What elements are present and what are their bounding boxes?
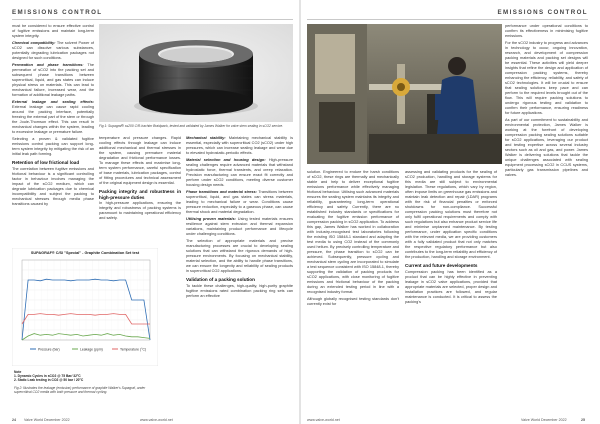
lab-image: [307, 24, 502, 164]
subheading: Validation of a packing solution: [186, 277, 255, 282]
paragraph: must be considered to ensure effective control of fugitive emissions and maintain long-term system integrity.: [12, 24, 94, 38]
packing-ring-photo: [99, 24, 293, 122]
paragraph-lead: Chemical compatibility:: [12, 41, 56, 45]
legend-label: Temperature (°C): [120, 347, 147, 352]
legend-label: Pressure (bar): [38, 347, 60, 352]
packing-ring-image: [99, 24, 293, 122]
paragraph-body: High-pressure sealing challenges require advanced materials that withstand hydrostatic force, thermal transients, and creep relaxation. Precision manufacturing can ensure exact fit correctly and perform under sCO2 conditions, meeting diverse customer housing design needs.: [186, 158, 293, 187]
header-rule: [12, 19, 293, 20]
paragraph: assessing and validating products for the sealing of sCO2 production, handling and storage systems for this media are still subject to environmental legislation. These regulations, which vary by region, often impose limits on greenhouse gas emissions and maintain leak detection and repair (LDAR) programs with the risk of financial penalties or enforced shutdowns for non-compliance. Successful compression packing solutions must therefore not only fulfil operational requirements and comply with such regulations but also enhance product service life and minimise unplanned maintenance. By testing performance, under application specific conditions with the relevant media, we are providing customers with a fully validated product that not only matches the respective regulatory performance but also contributes to the long-term reliability and efficiency of the production, handling and storage environment.: [405, 170, 497, 259]
paragraph: [12, 63, 94, 98]
chart-title: SUPAGRAF® C/Sl "Special" - Graphite Combination Set test: [30, 251, 140, 255]
chart-svg: [12, 248, 158, 366]
paragraph: The selection of appropriate materials and precise manufacturing processes are crucial to developing sealing solutions that can withstand the rigorous demands of high-pressure environments. By focusing on mechanical stability, material selection, and the ability to handle phase transitions, we can ensure the longevity and reliability of sealing products in supercritical CO2 applications.: [186, 239, 293, 273]
chart-grid: [22, 260, 150, 340]
publication-right: Valve World December 2022: [521, 418, 567, 422]
publication-left: Valve World December 2022: [24, 418, 70, 422]
page-number-left: 24: [12, 418, 16, 422]
paragraph: temperature and pressure changes. Rapid cooling effects through leakage can induce additional mechanical and thermal stresses in the system, causing premature material degradation and frictional performance losses. To manage these effects and maximise long-term system performance, careful specification of base materials, lubrication packages, control of fitting procedures and technical assessment of the original equipment design is essential.: [99, 136, 181, 185]
paragraph-body: Transitions between supercritical, liquid, and gas states can stress materials, leading to mechanical failure or wear. Conditions cause pressure reduction, especially to a gaseous phase, can cause thermal shock and material degradation.: [186, 190, 293, 214]
paragraph: For the sCO2 industry to progress and advances in technology to occur, ongoing innovation, research, and development of compression packing materials and packing set designs will be essential. These activities will yield deeper insights that refine the design and application of compression packing systems, thereby enhancing the efficiency, reliability, and safety of sCO2 technologies. It will be crucial to ensure that sealing solutions keep pace and can perform to the required levels brought out of the flow. This will require packing solutions to undergo rigorous testing and validation to confirm their performance, ensuring readiness for future applications.: [505, 41, 588, 115]
paragraph-body: External leakage can cause rapid cooling around the packing interface, potentially freezing the external part of the stem or through the Joule-Thomson effect. This can result in mechanical changes within the system, leading to excessive leakage or premature failure.: [12, 105, 94, 134]
paragraph: [12, 100, 94, 135]
paragraph-body: The permeation of sCO2 into the packing set and subsequent phase transitions between supercritical, liquid, and gas states can induce physical stress on materials. This can lead to mechanical failure, increased wear, and the formation of additional leakage paths.: [12, 63, 94, 97]
right-page: [301, 0, 600, 424]
paragraph: [186, 190, 293, 215]
paragraph: [186, 217, 293, 237]
url-left[interactable]: www.valve-world.net: [140, 418, 173, 422]
paragraph: To tackle these challenges, high-quality, high-purity graphite fugitive emissions rated combination packing ring sets can perform an effective: [186, 283, 293, 298]
url-right[interactable]: www.valve-world.net: [307, 418, 340, 422]
paragraph: performance under operational conditions to confirm its effectiveness in minimising fugitive emissions.: [505, 24, 588, 38]
paragraph: In high-pressure applications, ensuring the integrity and robustness of packing systems is paramount to maintaining operational efficiency and safety.: [99, 201, 181, 221]
chart-note: [14, 370, 154, 382]
section-header-left: EMISSIONS CONTROL: [12, 9, 103, 16]
paragraph: [186, 136, 293, 156]
paragraph: The correlation between fugitive emissions and frictional behaviour is a significant controlling factor in behaviour involves managing the impact of the sCO2 medium, which can degrade lubrication packages due to chemical incompatibility and subject the packing to mechanical stresses through media phase transitions caused by: [12, 166, 94, 206]
test-chart: [12, 248, 158, 366]
left-column-2: [99, 136, 181, 223]
photo-caption: Fig 1: Supagraf® ss200 C/R-hachtm Braidpack, tested and validated by James Walker for valve stem sealing in sCO2 service.: [99, 124, 284, 128]
lab-photo: [307, 24, 502, 164]
paragraph-body: The solvent Power of sCO2 can dissolve various substances, potentially degrading lubrication packages not designed for such conditions.: [12, 41, 94, 60]
chart-note-title: Note: [14, 370, 22, 374]
paragraph-lead: Phase transitions and material stress:: [186, 190, 257, 194]
chart-note-line: 2. Static Leak testing in CO2 @ 50 bar / 20°C: [14, 378, 84, 383]
paragraph-body: Using tested materials ensures resilience against stem extrusion and thermal expansion variations, maintaining product performance and lifecycle under challenging conditions.: [186, 217, 293, 236]
chart-caption: Fig 2: Illustrates the leakage (emission) performance of graphite Walker's Supagraf, under supercritical CO2 media with both pressure and thermal cycling.: [14, 386, 146, 395]
legend-label: Leakage (ppm): [80, 347, 103, 352]
paragraph: Compression packing has been identified as a product that can be highly effective in preventing leakage in sCO2 valve applications, provided that appropriate materials are selected, proper design and installation practices are followed, and regular maintenance is conducted. It is critical to assess the packing's: [405, 269, 497, 304]
chart-note-line: 1. Dynamic Cycles in sCO2 @ 75 Bar/ 32°C: [14, 374, 81, 379]
chart-legend: [30, 347, 146, 351]
right-column-2: [405, 170, 497, 307]
paragraph: [12, 41, 94, 61]
paragraph-lead: Utilising proven materials:: [186, 217, 236, 221]
paragraph: Selecting a proven & validated fugitive emissions control packing can support long-term system integrity by mitigating the risk of an initial leak path forming.: [12, 137, 94, 156]
left-column-1: [12, 24, 94, 209]
subheading: Packing integrity and robustness in high-pressure duties: [99, 189, 181, 200]
paragraph: [186, 158, 293, 188]
paragraph-lead: Mechanical stability:: [186, 136, 226, 140]
right-column-1: [307, 170, 399, 309]
page-number-right: 25: [581, 418, 585, 422]
subheading: Current and future developments: [405, 263, 478, 268]
left-column-3: [186, 136, 293, 301]
paragraph: Although globally recognised testing standards don't currently exist for: [307, 297, 399, 306]
paragraph-lead: Material selection and housing design:: [186, 158, 266, 162]
section-header-right: EMISSIONS CONTROL: [497, 9, 588, 16]
paragraph: As part of our commitment to sustainability and environmental protection, James Walker is working at the forefront of developing compression packing sealing solutions suitable for sCO2 applications, leveraging our product and testing expertise across several industry sectors such as oil and gas, and power. James Walker is delivering solutions that tackle the unique challenges associated with sealing equipment processing sCO2 in CCUS systems, particularly gas transmission pipelines and valves.: [505, 118, 588, 177]
paragraph-lead: Permeation and phase transitions:: [12, 63, 84, 67]
right-column-3: [505, 24, 588, 180]
subheading: Retention of low frictional load: [12, 160, 80, 165]
paragraph: solution. Engineered to endure the harsh conditions of sCO2, these rings are thermally and mechanically stable and help to deliver exceptional fugitive emissions performance while effectively managing frictional behaviour. Utilising such advanced materials ensures the sealing system maintains its integrity and reliability, guaranteeing long-term operational efficiency and safety. Currently, there are no established industry standards or specifications for evaluating the fugitive emission performance of compression packing in sCO2 application. To address this gap, James Walker has worked in collaboration with industry-recognised test laboratories following the existing ISO 15848-1 standard and adapting the test media to using CO2 instead of the commonly used helium. By precisely controlling temperature and pressure, the phase transition to sCO2 can be achieved. Subsequently, pressure cycling and mechanical stem cycling are incorporated to simulate a test sequence consistent with ISO 15848-1, thereby supporting the validation of packing products for sCO2 applications, with close monitoring of fugitive emissions and frictional behaviour of the packing during an extended testing period in line with a recognised industry format.: [307, 170, 399, 294]
paragraph-lead: External leakage and sealing effects:: [12, 100, 94, 104]
header-rule: [307, 19, 588, 20]
left-page: [0, 0, 299, 424]
paragraph-body: Maintaining mechanical stability is essential, especially with supercritical CO2 (sCO2) under high pressures, which can increase sealing leakage and wear due to elevated hydrostatic-periodic effects.: [186, 136, 293, 155]
